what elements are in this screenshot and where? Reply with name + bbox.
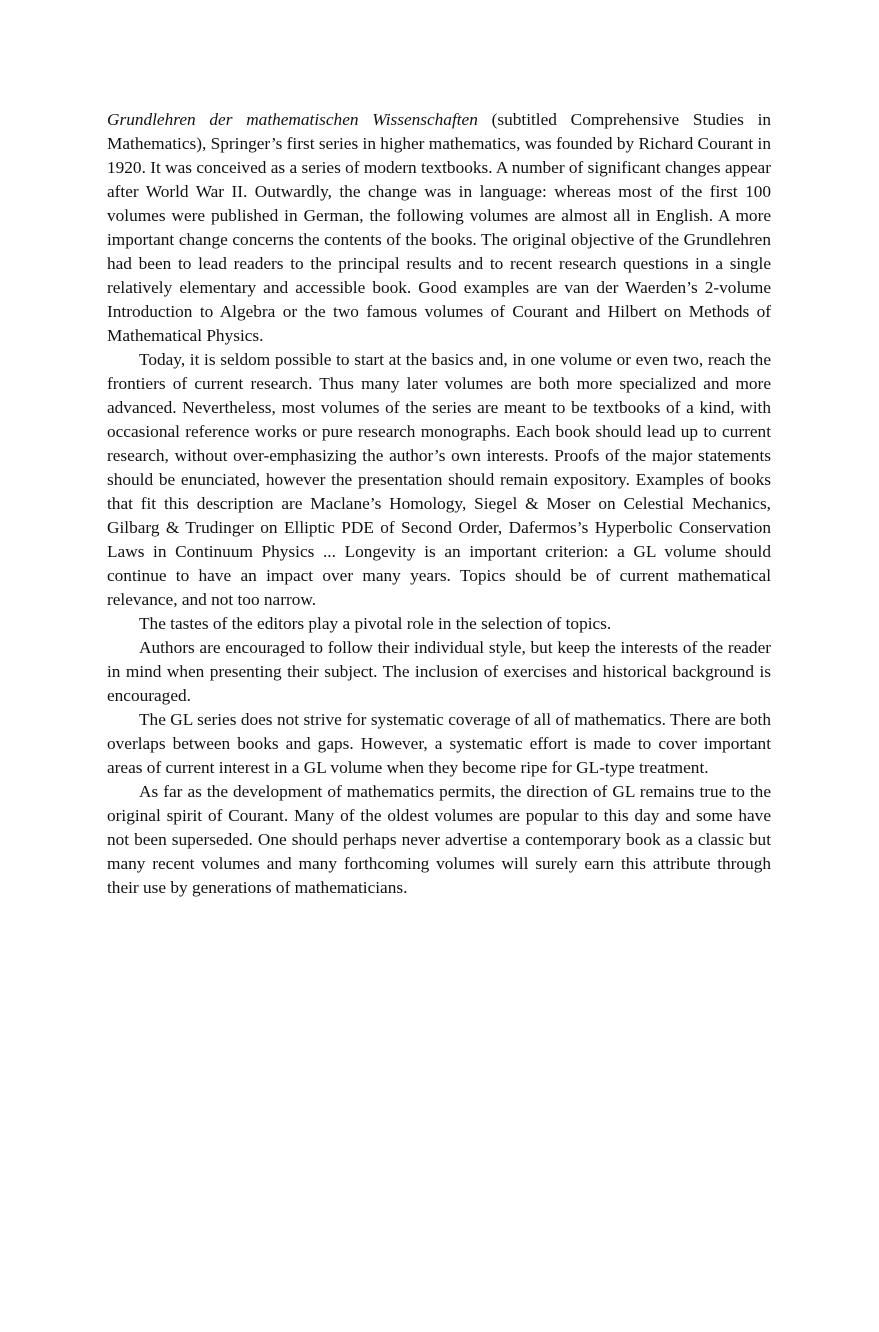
paragraph-current-research: Today, it is seldom possible to start at the basics and, in one volume or even two, reach the frontiers of current research. Thus many later volumes are both more specialized and more advanced. Nevertheless, most volumes of the series are meant to be textbooks of a kind, with occasional reference works or pure research monographs. Each book should lead up to current research, without over-emphasizing the author’s own interests. Proofs of the major statements should be enunciated, however the presentation should remain expository. Examples of books that fit this description are Maclane’s Homology, Siegel & Moser on Celestial Mechanics, Gilbarg & Trudinger on Elliptic PDE of Second Order, Dafermos’s Hyperbolic Conservation Laws in Continuum Physics ... Longevity is an important criterion: a GL volume should continue to have an impact over many years. Topics should be of current mathematical relevance, and not too narrow. [107, 350, 771, 609]
paragraph-spirit: As far as the development of mathematics permits, the direction of GL remains true to the original spirit of Courant. Many of the oldest volumes are popular to this day and some have not been superseded. One should perhaps never advertise a contemporary book as a classic but many recent volumes and many forthcoming volumes will surely earn this attribute through their use by generations of mathematicians. [107, 782, 771, 897]
intro-text: (subtitled Comprehensive Studies in Mathematics), Springer’s first series in higher mathematics, was founded by Richard Courant in 1920. It was conceived as a series of modern textbooks. A number of significant changes appear after World War II. Outwardly, the change was in language: whereas most of the first 100 volumes were published in German, the following volumes are almost all in English. A more important change concerns the contents of the books. The original objective of the Grundlehren had been to lead readers to the principal results and to recent research questions in a single relatively elementary and accessible book. Good examples are van der Waerden’s 2-volume Introduction to Algebra or the two famous volumes of Courant and Hilbert on Methods of Mathematical Physics. [107, 110, 772, 345]
intro-paragraph [107, 108, 771, 348]
document-page [107, 108, 771, 900]
paragraph-authors: Authors are encouraged to follow their individual style, but keep the interests of the reader in mind when presenting their subject. The inclusion of exercises and historical background is encouraged. [107, 638, 771, 705]
paragraph-coverage: The GL series does not strive for systematic coverage of all of mathematics. There are both overlaps between books and gaps. However, a systematic effort is made to cover important areas of current interest in a GL volume when they become ripe for GL-type treatment. [107, 710, 771, 777]
series-title: Grundlehren der mathematischen Wissenschaften [107, 110, 478, 129]
paragraph-editors: The tastes of the editors play a pivotal role in the selection of topics. [139, 614, 612, 633]
